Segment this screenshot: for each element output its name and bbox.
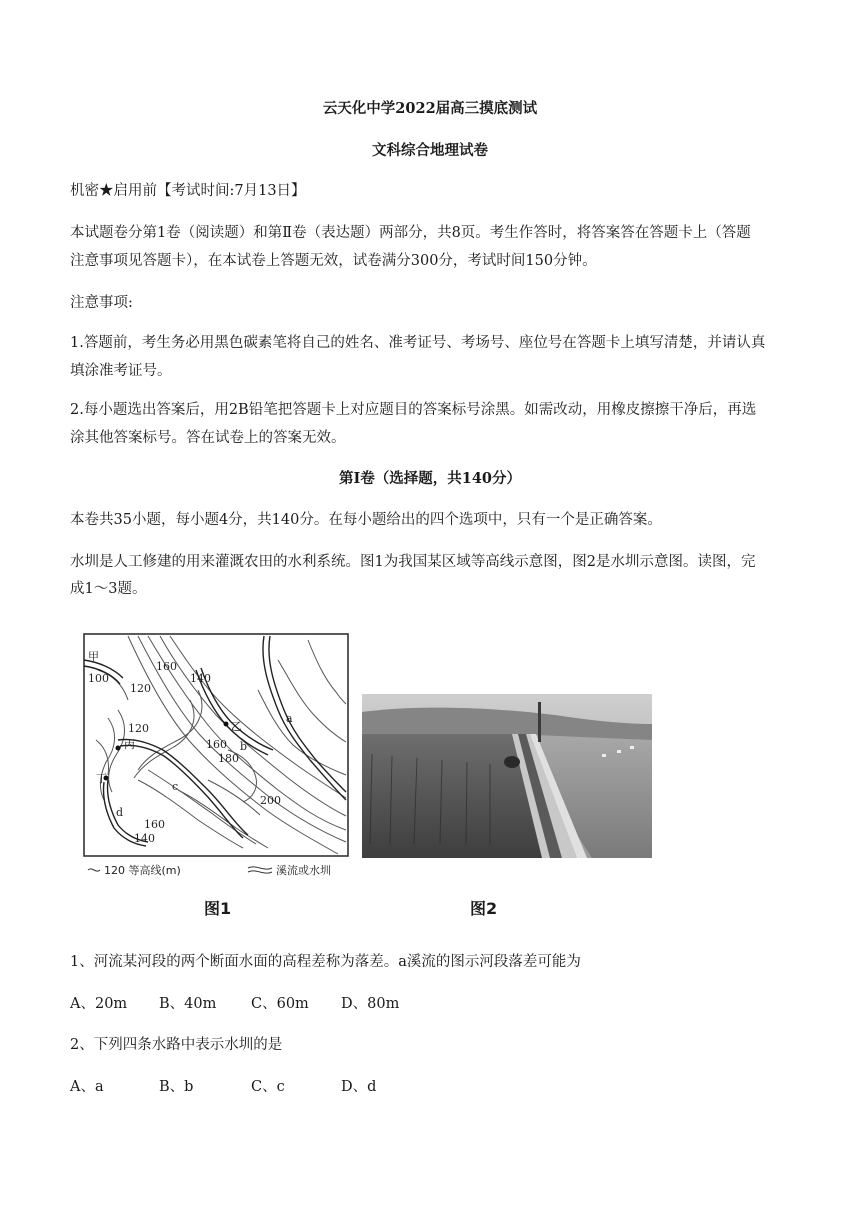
label-ding: 丁 <box>96 772 107 785</box>
q2-option-b[interactable]: B、b <box>159 1079 194 1095</box>
label-160-c: 160 <box>144 818 165 831</box>
label-100: 100 <box>88 672 109 685</box>
confidential-line: 机密★启用前【考试时间:7月13日】 <box>70 183 306 199</box>
question-1-stem: 1、河流某河段的两个断面水面的高程差称为落差。a溪流的图示河段落差可能为 <box>70 954 581 970</box>
passage-line-2: 成1～3题。 <box>70 581 147 597</box>
question-1-options <box>70 993 800 1015</box>
figure-1-caption: 图1 <box>204 899 232 918</box>
intro-line-1: 本试题卷分第1卷（阅读题）和第Ⅱ卷（表达题）两部分，共8页。考生作答时，将答案答在答题卡上（答题 <box>70 225 751 241</box>
label-d: d <box>116 806 124 819</box>
label-160-b: 160 <box>206 738 227 751</box>
legend-contour-label: 120 等高线(m) <box>104 864 181 877</box>
exam-title: 云天化中学2022届高三摸底测试 <box>322 100 538 117</box>
label-140-a: 140 <box>190 672 211 685</box>
notes-heading: 注意事项: <box>70 295 133 311</box>
legend-stream-label: 溪流或水圳 <box>276 864 331 877</box>
label-200: 200 <box>260 794 281 807</box>
ditch-photo-svg <box>362 694 652 858</box>
map-legend <box>88 863 331 877</box>
q1-option-b[interactable]: B、40m <box>159 996 217 1012</box>
q2-option-d[interactable]: D、d <box>341 1079 377 1095</box>
label-120-a: 120 <box>130 682 151 695</box>
label-yi: 乙 <box>231 720 242 733</box>
note-1-line-2: 填涂准考证号。 <box>70 363 172 379</box>
section-description: 本卷共35小题，每小题4分，共140分。在每小题给出的四个选项中，只有一个是正确答案。 <box>70 512 662 528</box>
point-bing-marker <box>116 746 121 751</box>
point-yi-marker <box>224 722 229 727</box>
question-2-options <box>70 1076 800 1098</box>
label-jia: 甲 <box>88 650 99 663</box>
q1-option-c[interactable]: C、60m <box>251 996 309 1012</box>
note-2-line-2: 涂其他答案标号。答在试卷上的答案无效。 <box>70 430 346 446</box>
q2-option-a[interactable]: A、a <box>70 1079 104 1095</box>
section-heading: 第Ⅰ卷（选择题，共140分） <box>338 470 522 487</box>
label-a: a <box>286 712 293 725</box>
question-2-stem: 2、下列四条水路中表示水圳的是 <box>70 1037 283 1053</box>
label-160-a: 160 <box>156 660 177 673</box>
note-2-line-1: 2.每小题选出答案后，用2B铅笔把答题卡上对应题目的答案标号涂黑。如需改动，用橡皮擦擦干净后，再选 <box>70 402 757 418</box>
q2-option-c[interactable]: C、c <box>251 1079 285 1095</box>
intro-line-2: 注意事项见答题卡），在本试卷上答题无效，试卷满分300分，考试时间150分钟。 <box>70 253 597 269</box>
label-180: 180 <box>218 752 239 765</box>
label-bing: 丙 <box>124 738 135 751</box>
note-1-line-1: 1.答题前，考生务必用黑色碳素笔将自己的姓名、准考证号、考场号、座位号在答题卡上填写清楚，并请认真 <box>70 335 766 351</box>
figure-2-caption: 图2 <box>470 899 498 918</box>
q1-option-a[interactable]: A、20m <box>70 996 128 1012</box>
label-c: c <box>172 780 179 793</box>
exam-subtitle: 文科综合地理试卷 <box>372 142 488 159</box>
figure-2-photo <box>362 694 652 858</box>
passage-line-1: 水圳是人工修建的用来灌溉农田的水利系统。图1为我国某区域等高线示意图，图2是水圳示意图。读图，完 <box>70 554 756 570</box>
contour-map-svg <box>78 630 356 882</box>
label-b: b <box>240 740 248 753</box>
q1-option-d[interactable]: D、80m <box>341 996 400 1012</box>
figure-1-contour-map <box>78 630 356 882</box>
label-140-b: 140 <box>134 832 155 845</box>
label-120-b: 120 <box>128 722 149 735</box>
